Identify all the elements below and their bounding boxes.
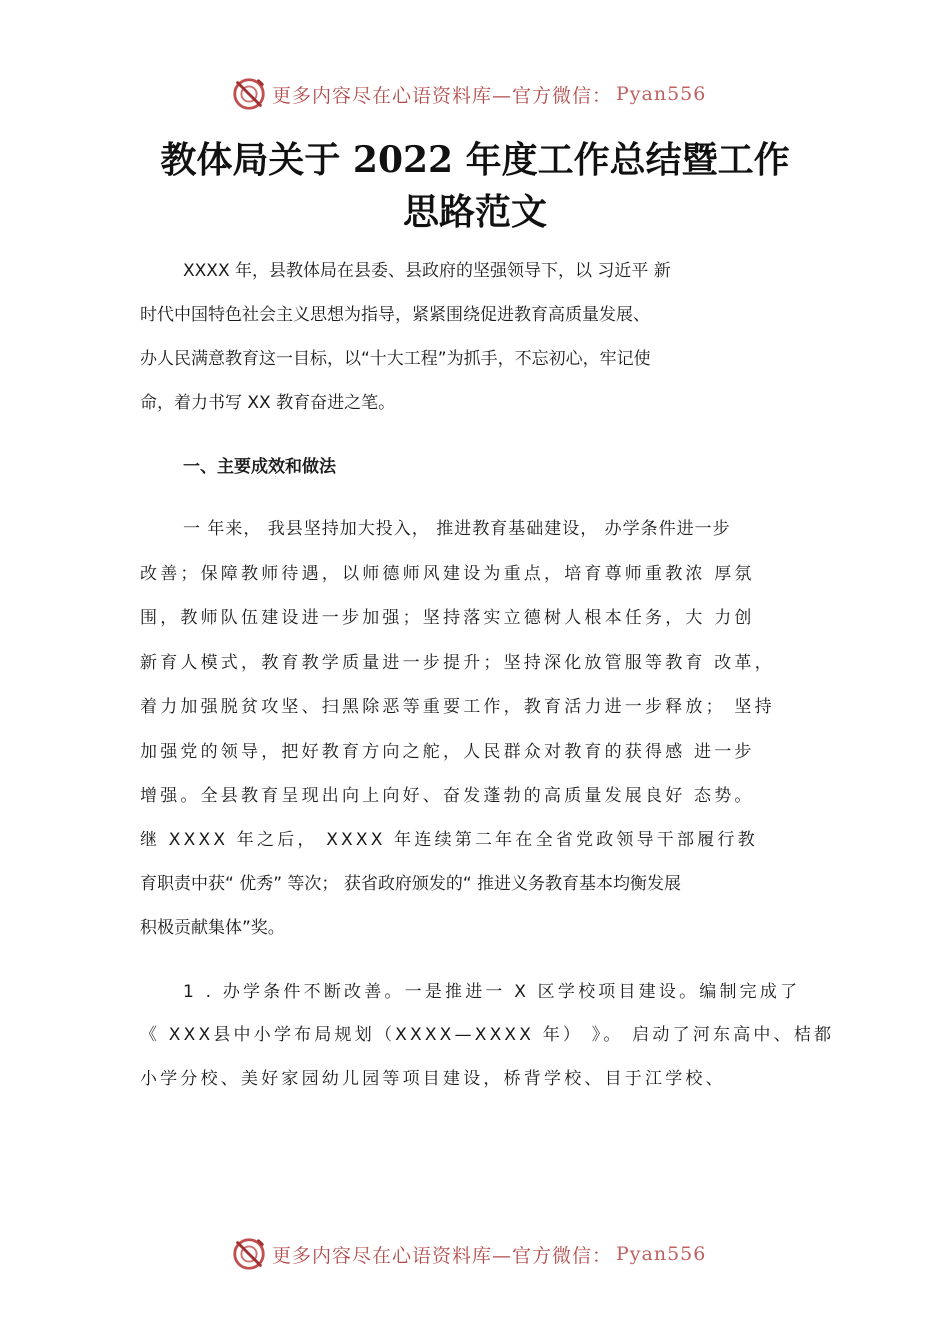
banner-wechat-id: Pyan556 — [616, 83, 707, 105]
section1-line-7: 增强。全县教育呈现出向上向好、奋发蓬勃的高质量发展良好 态势。 — [140, 786, 755, 806]
banner-wechat-id: Pyan556 — [616, 1243, 707, 1265]
header-banner — [230, 74, 706, 114]
intro-line-4: 命，着力书写 XX 教育奋进之笔。 — [140, 393, 396, 413]
section1-line-10: 积极贡献集体”奖。 — [140, 918, 285, 938]
item1-line-3: 小学分校、美好家园幼儿园等项目建设，桥背学校、目于江学校、 — [140, 1069, 726, 1089]
document-title-line-1: 教体局关于 2022 年度工作总结暨工作 — [160, 139, 790, 181]
brand-logo-icon — [230, 75, 268, 113]
section1-line-5: 着力加强脱贫攻坚、扫黑除恶等重要工作，教育活力进一步释放； 坚持 — [140, 697, 775, 717]
intro-line-1: XXXX 年，县教体局在县委、县政府的坚强领导下，以 习近平 新 — [183, 261, 671, 281]
intro-line-2: 时代中国特色社会主义思想为指导，紧紧围绕促进教育高质量发展、 — [140, 305, 650, 325]
banner-text: 更多内容尽在心语资料库—官方微信： — [272, 1244, 613, 1267]
section1-line-3: 围，教师队伍建设进一步加强；坚持落实立德树人根本任务，大 力创 — [140, 608, 755, 628]
section1-line-1: 一 年来， 我县坚持加大投入， 推进教育基础建设， 办学条件进一步 — [183, 519, 731, 539]
brand-logo-icon — [230, 1235, 268, 1273]
section-heading: 一、主要成效和做法 — [183, 457, 336, 477]
section1-line-6: 加强党的领导，把好教育方向之舵，人民群众对教育的获得感 进一步 — [140, 742, 755, 762]
section1-line-9: 育职责中获“ 优秀” 等次； 获省政府颁发的“ 推进义务教育基本均衡发展 — [140, 874, 682, 894]
banner-text: 更多内容尽在心语资料库—官方微信： — [272, 84, 613, 107]
document-title-line-2: 思路范文 — [402, 191, 547, 233]
intro-line-3: 办人民满意教育这一目标，以“十大工程”为抓手，不忘初心，牢记使 — [140, 349, 651, 369]
item1-line-1: 1 . 办学条件不断改善。一是推进一 X 区学校项目建设。编制完成了 — [183, 982, 801, 1002]
section1-line-2: 改善；保障教师待遇，以师德师风建设为重点，培育尊师重教浓 厚氛 — [140, 564, 755, 584]
item1-line-2: 《 XXX县中小学布局规划（XXXX—XXXX 年） 》。 启动了河东高中、桔都 — [140, 1025, 835, 1045]
section1-line-8: 继 XXXX 年之后， XXXX 年连续第二年在全省党政领导干部履行教 — [140, 830, 758, 850]
section1-line-4: 新育人模式，教育教学质量进一步提升；坚持深化放管服等教育 改革， — [140, 653, 775, 673]
footer-banner — [230, 1234, 706, 1274]
